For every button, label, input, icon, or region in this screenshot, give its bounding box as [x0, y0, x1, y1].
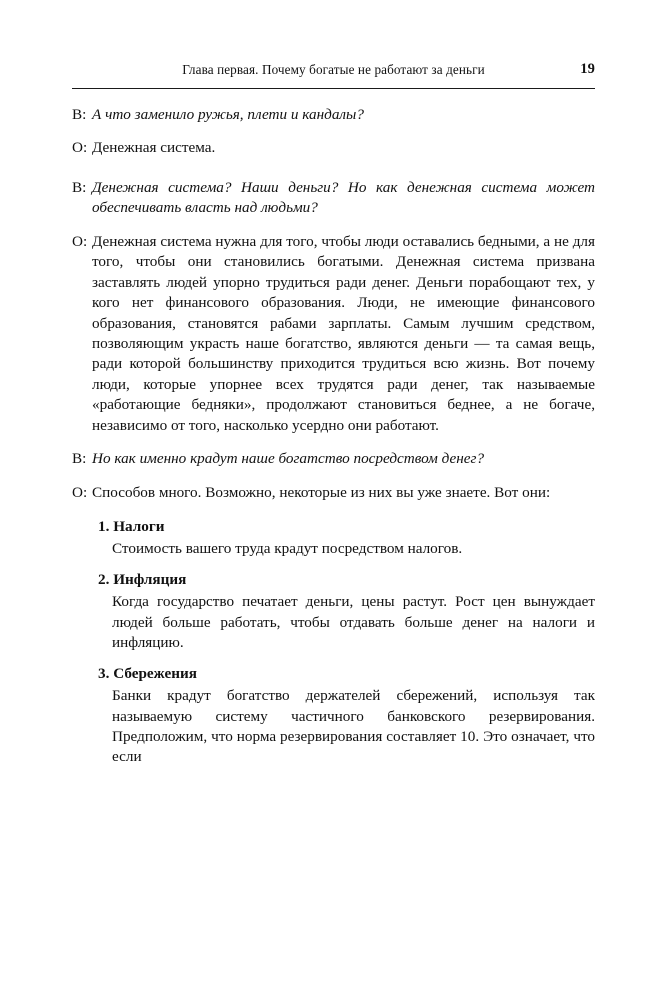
- list-item-heading: 1. Налоги: [98, 518, 165, 535]
- dialogue-entry: [72, 138, 595, 158]
- dialogue-text: Денежная система.: [92, 139, 216, 157]
- list-item-heading: 2. Инфляция: [98, 570, 187, 588]
- dialogue-text: Способов много. Возможно, некоторые из них вы уже знаете. Вот они:: [92, 483, 551, 501]
- list-item-heading: 3. Сбережения: [98, 664, 197, 682]
- list-item-text: Стоимость вашего труда крадут посредством налогов.: [112, 540, 463, 558]
- dialogue-text: Но как именно крадут наше богатство посредством денег?: [92, 450, 485, 468]
- dialogue-text: Денежная система нужна для того, чтобы люди оставались бедными, а не для того, чтобы они становились богатыми. Денежная система призвана заставлять людей упорно трудиться ради денег. Деньги порабощают тех, у кого нет финансового образования. Люди, не имеющие финансового образования, становятся рабами зарплаты. Самым лучшим средством, позволяющим украсть наше богатство, являются деньги — та самая вещь, ради которой большинству приходится трудиться всю жизнь. Вот почему люди, которые упорнее всех трудятся ради денег, так называемые «работающие бедняки», продолжают становиться беднее, а не богаче, независимо от того, насколько усердно они работают.: [92, 232, 595, 434]
- list-item: [72, 570, 595, 654]
- chapter-title: Глава первая. Почему богатые не работают за деньги: [182, 62, 485, 77]
- speaker-tag: О:: [72, 139, 88, 157]
- speaker-tag: О:: [72, 232, 88, 250]
- dialogue-entry: [72, 449, 595, 469]
- speaker-tag: В:: [72, 450, 87, 468]
- dialogue-text: А что заменило ружья, плети и кандалы?: [92, 106, 364, 123]
- speaker-tag: В:: [72, 106, 87, 123]
- header-divider: [72, 88, 595, 89]
- speaker-tag: О:: [72, 483, 88, 501]
- list-item: [72, 664, 595, 768]
- page-number: 19: [580, 61, 595, 77]
- numbered-list: [72, 517, 595, 768]
- list-item-text: Когда государство печатает деньги, цены растут. Рост цен вынуждает людей больше работать, чтобы отдавать больше денег на налоги и инфляцию.: [112, 593, 595, 652]
- dialogue-entry: [72, 232, 595, 436]
- list-item: [72, 517, 595, 560]
- dialogue-entry: [72, 178, 595, 219]
- running-head: [72, 62, 595, 84]
- dialogue-entry: [72, 483, 595, 503]
- list-item-text: Банки крадут богатство держателей сбережений, используя так называемую систему частичного банковского резервирования. Предположим, что норма резервирования составляет 10. Это означает, что если: [112, 687, 595, 766]
- dialogue-entry: [72, 105, 595, 125]
- dialogue-text: Денежная система? Наши деньги? Но как денежная система может обеспечивать власть над людьми?: [92, 178, 595, 217]
- speaker-tag: В:: [72, 178, 87, 196]
